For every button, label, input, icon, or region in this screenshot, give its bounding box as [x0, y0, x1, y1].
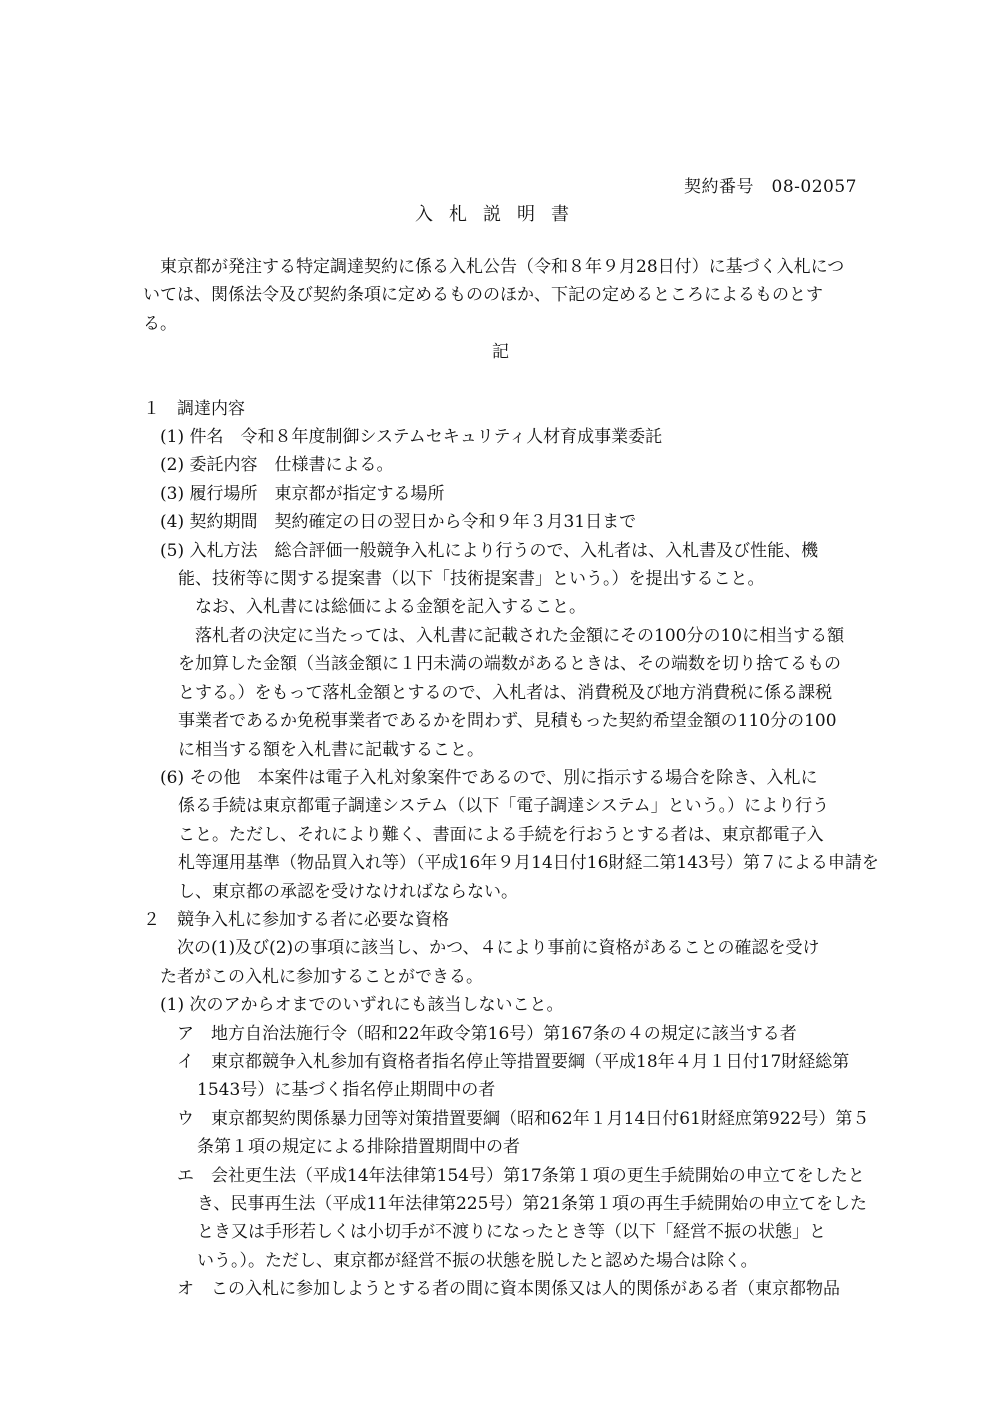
section-1-item-3: (3) 履行場所 東京都が指定する場所 — [160, 483, 445, 504]
clause-e: エ 会社更生法（平成14年法律第154号）第17条第１項の更生手続開始の申立てをしたと — [177, 1165, 865, 1186]
section-1-item-6: (6) その他 本案件は電子入札対象案件であるので、別に指示する場合を除き、入札に — [160, 767, 818, 788]
clause-a: ア 地方自治法施行令（昭和22年政令第16号）第167条の４の規定に該当する者 — [177, 1023, 797, 1044]
clause-o: オ この入札に参加しようとする者の間に資本関係又は人的関係がある者（東京都物品 — [177, 1279, 840, 1300]
section-1-item-5-line: なお、入札書には総価による金額を記入すること。 — [178, 597, 586, 618]
section-1-item-5-line: とする。）をもって落札金額とするので、入札者は、消費税及び地方消費税に係る課税 — [178, 682, 833, 703]
intro-line: 東京都が発注する特定調達契約に係る入札公告（令和８年９月28日付）に基づく入札につ — [143, 257, 845, 277]
section-1-item-5: (5) 入札方法 総合評価一般競争入札により行うので、入札者は、入札書及び性能、機 — [160, 540, 819, 561]
section-1-item-4: (4) 契約期間 契約確定の日の翌日から令和９年３月31日まで — [160, 512, 637, 533]
clause-e-line: き、民事再生法（平成11年法律第225号）第21条第１項の再生手続開始の申立てをした — [197, 1194, 868, 1214]
section-1-item-5-line: を加算した金額（当該金額に１円未満の端数があるときは、その端数を切り捨てるもの — [178, 654, 841, 675]
clause-i-line: 1543号）に基づく指名停止期間中の者 — [197, 1080, 496, 1101]
clause-u-line: 条第１項の規定による排除措置期間中の者 — [197, 1137, 520, 1158]
section-1-item-6-line: し、東京都の承認を受けなければならない。 — [178, 881, 518, 902]
section-1-item-6-line: こと。ただし、それにより難く、書面による手続を行おうとする者は、東京都電子入 — [178, 824, 824, 845]
section-2-heading: ２ 競争入札に参加する者に必要な資格 — [143, 909, 449, 930]
section-1-heading: １ 調達内容 — [143, 398, 245, 419]
section-1-item-2: (2) 委託内容 仕様書による。 — [160, 455, 394, 476]
section-2-intro: 次の(1)及び(2)の事項に該当し、かつ、４により事前に資格があることの確認を受け — [160, 938, 820, 959]
section-1-item-5-line: 能、技術等に関する提案書（以下「技術提案書」という。）を提出すること。 — [178, 569, 765, 590]
clause-e-line: とき又は手形若しくは小切手が不渡りになったとき等（以下「経営不振の状態」と — [197, 1222, 826, 1243]
section-1-item-1: (1) 件名 令和８年度制御システムセキュリティ人材育成事業委託 — [160, 427, 663, 448]
document-title: 入札説明書 — [415, 204, 585, 225]
ki-heading: 記 — [492, 342, 509, 363]
intro-line: いては、関係法令及び契約条項に定めるもののほか、下記の定めるところによるものとす — [143, 285, 823, 306]
section-1-item-6-line: 係る手続は東京都電子調達システム（以下「電子調達システム」という。）により行う — [178, 796, 830, 817]
section-1-item-5-line: 落札者の決定に当たっては、入札書に記載された金額にその100分の10に相当する額 — [178, 625, 845, 646]
section-1-item-6-line: 札等運用基準（物品買入れ等）（平成16年９月14日付16財経二第143号）第７による申請を — [178, 853, 879, 874]
clause-u: ウ 東京都契約関係暴力団等対策措置要綱（昭和62年１月14日付61財経庶第922号）第５ — [177, 1108, 870, 1129]
clause-e-line: いう。）。ただし、東京都が経営不振の状態を脱したと認めた場合は除く。 — [197, 1250, 758, 1271]
section-2-item-1: (1) 次のアからオまでのいずれにも該当しないこと。 — [160, 995, 564, 1016]
spacer — [143, 367, 858, 395]
section-2-intro: た者がこの入札に参加することができる。 — [160, 966, 483, 987]
intro-line: る。 — [143, 313, 177, 334]
document-body — [143, 253, 879, 1304]
contract-number: 契約番号 08-02057 — [684, 177, 857, 197]
clause-i: イ 東京都競争入札参加有資格者指名停止等措置要綱（平成18年４月１日付17財経総第 — [177, 1051, 850, 1072]
section-1-item-5-line: に相当する額を入札書に記載すること。 — [178, 739, 484, 760]
section-1-item-5-line: 事業者であるか免税事業者であるかを問わず、見積もった契約希望金額の110分の100 — [178, 711, 837, 732]
